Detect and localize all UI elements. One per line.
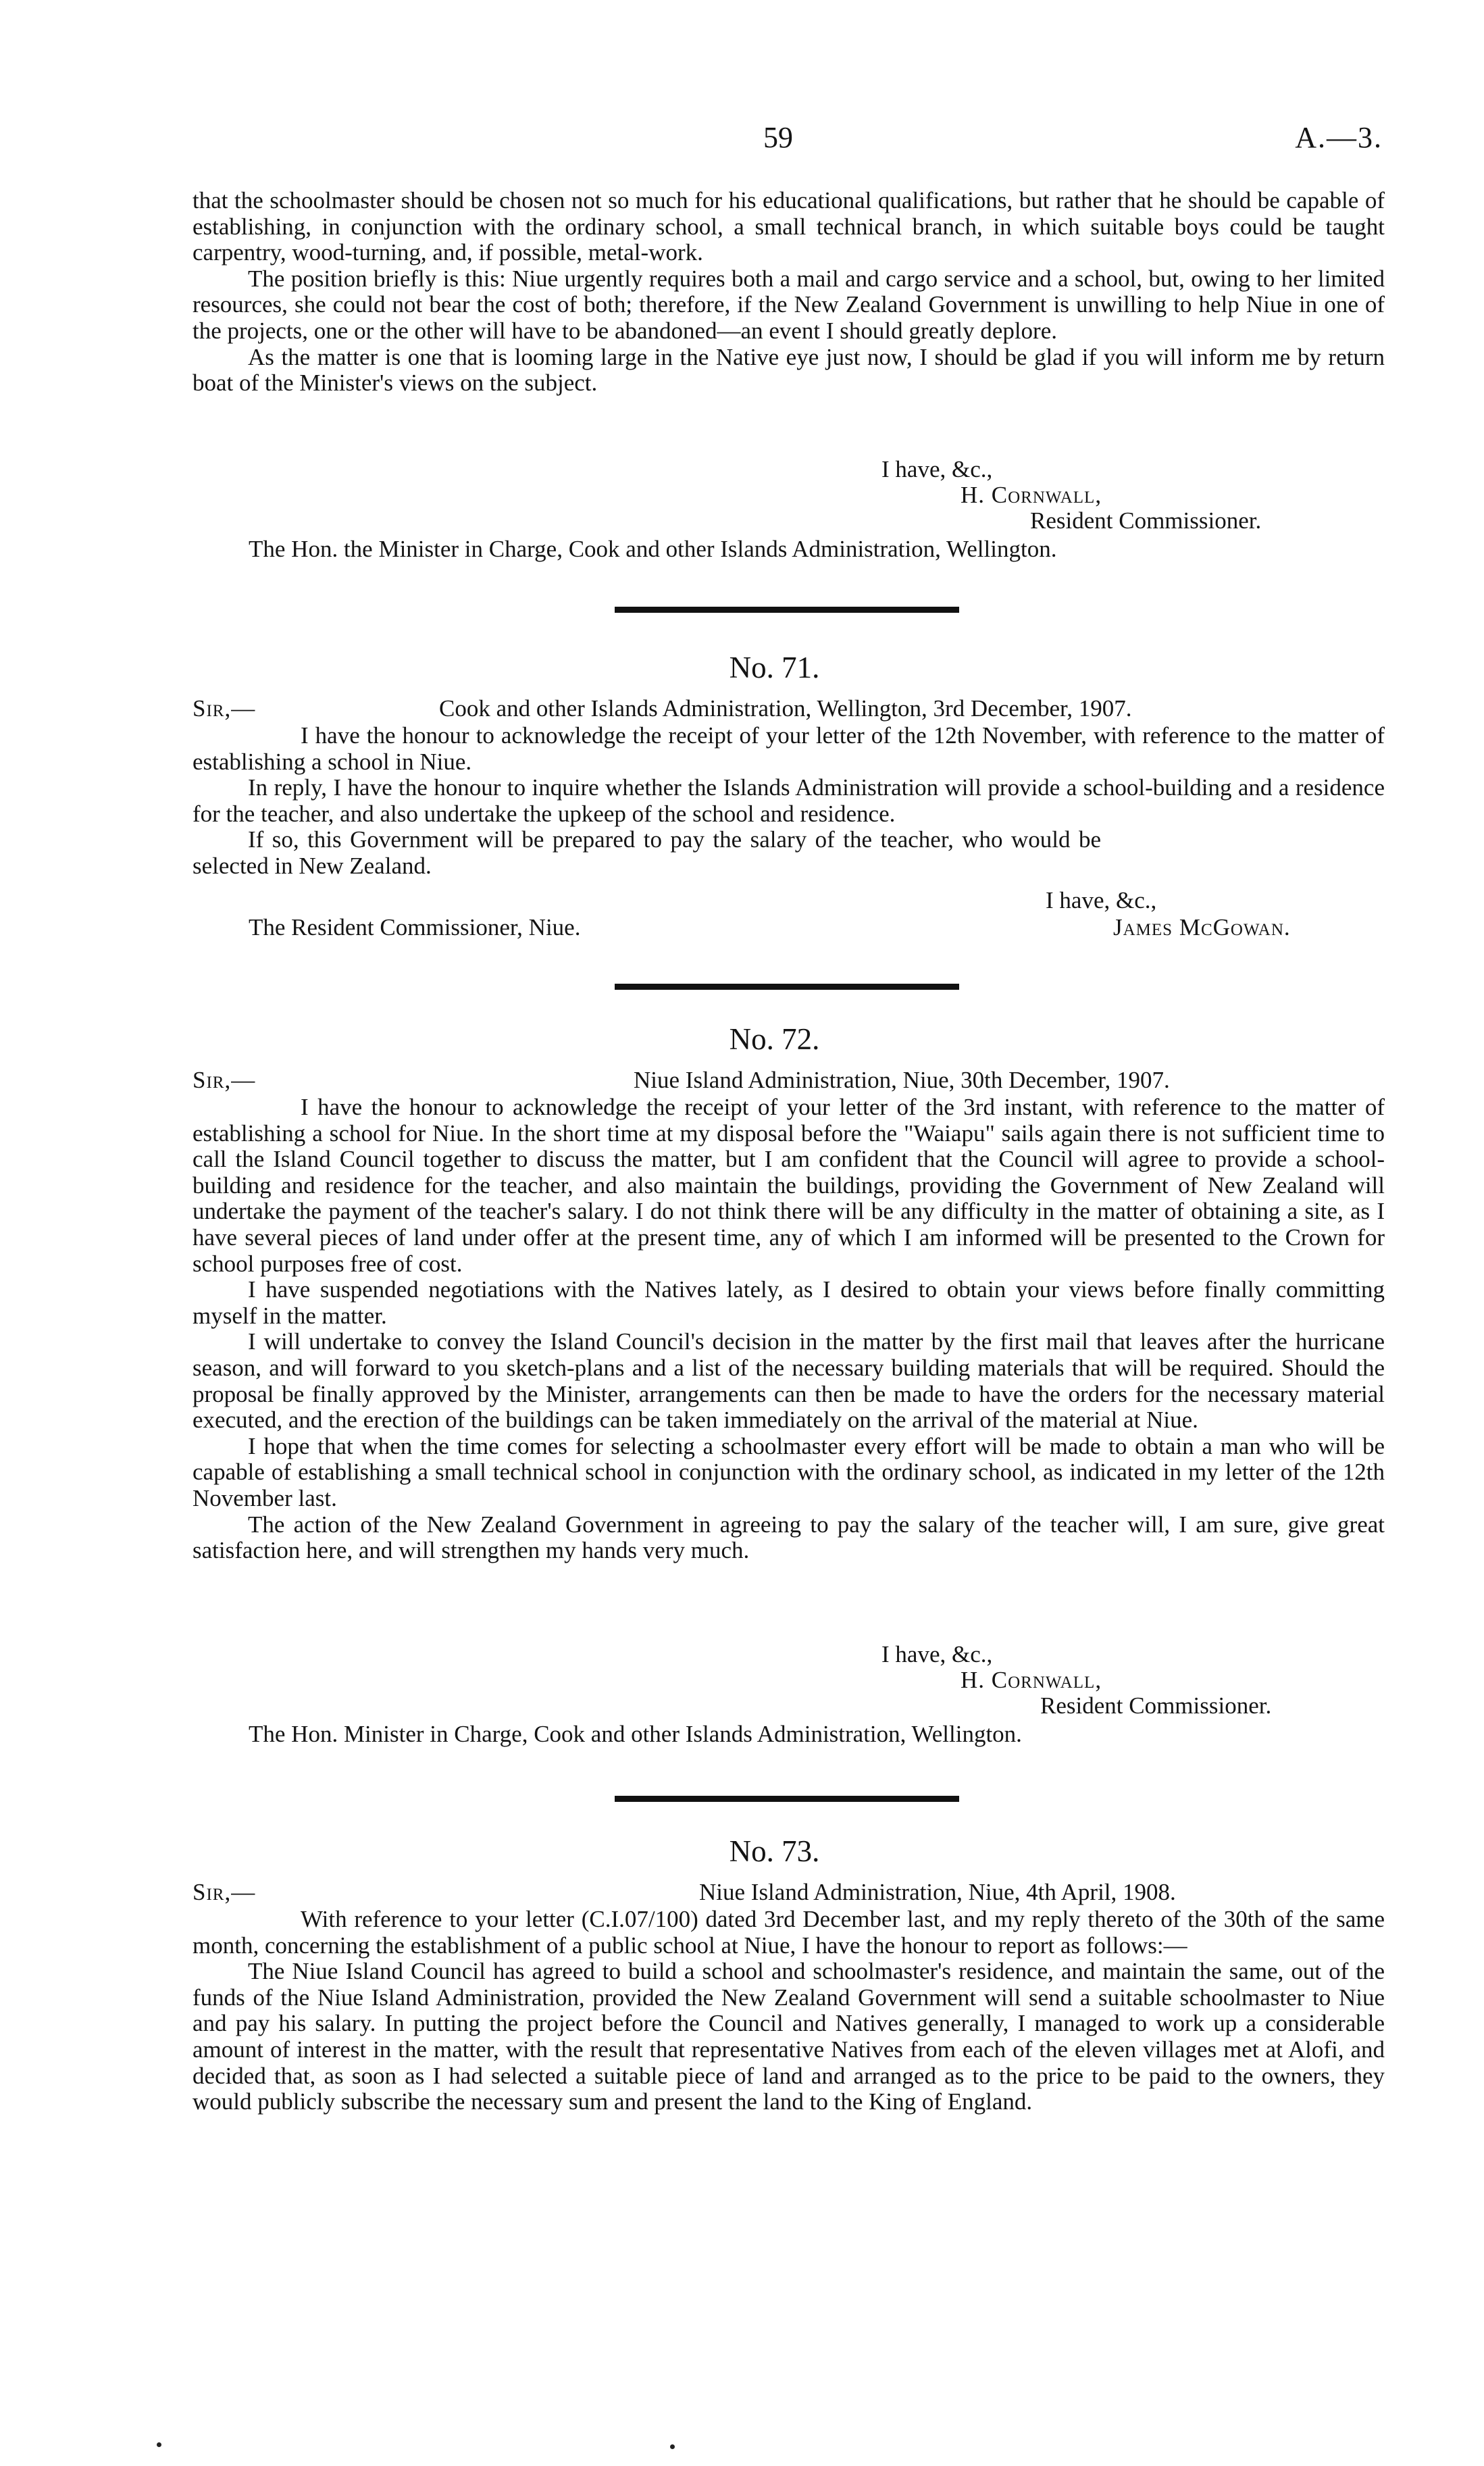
paragraph: I have suspended negotiations with the Natives lately, as I desired to obtain your views before finally committing myself in the matter. xyxy=(193,1276,1385,1329)
addressee: The Hon. the Minister in Charge, Cook and other Islands Administration, Wellington. xyxy=(249,536,1057,562)
document-reference: A.—3. xyxy=(1295,121,1383,154)
section-divider xyxy=(615,1796,959,1802)
paragraph: I will undertake to convey the Island Council's decision in the matter by the first mail that leaves after the hurricane season, and will forward to you sketch-plans and a list of the necessary building materials that will be required. Should the proposal be finally approved by the Minister, arrangements can then be made to have the orders for the necessary material executed, and the erection of the buildings can be taken immediately on the arrival of the material at Niue. xyxy=(193,1328,1385,1434)
salutation: Sir,— xyxy=(193,695,256,722)
paragraph: The action of the New Zealand Government in agreeing to pay the salary of the teacher will, I am sure, give great satisfaction here, and will strengthen my hands very much. xyxy=(193,1511,1385,1564)
paragraph: In reply, I have the honour to inquire whether the Islands Administration will provide a school-building and a residence for the teacher, and also undertake the upkeep of the school and residence. xyxy=(193,774,1385,827)
dateline: Niue Island Administration, Niue, 30th December, 1907. xyxy=(634,1067,1170,1093)
salutation: Sir,— xyxy=(193,1879,256,1905)
paragraph: I hope that when the time comes for selecting a schoolmaster every effort will be made to obtain a man who will be capable of establishing a small technical school in conjunction with the ordinary school, as indicated in my letter of the 12th November last. xyxy=(193,1432,1385,1511)
letter-continuation xyxy=(193,188,1385,397)
print-speck xyxy=(157,2442,161,2447)
paragraph: With reference to your letter (C.I.07/100) dated 3rd December last, and my reply thereto of the 30th of the same month, concerning the establishment of a public school at Niue, I have the honour to report as follows:— xyxy=(193,1906,1385,1959)
addressee: The Resident Commissioner, Niue. xyxy=(249,914,581,940)
signer-title: Resident Commissioner. xyxy=(1040,1692,1272,1719)
paragraph: The position briefly is this: Niue urgently requires both a mail and cargo service and a school, but, owing to her limited resources, she could not bear the cost of both; therefore, if the New Zealand Government is unwilling to help Niue in one of the projects, one or the other will have to be abandoned—an event I should greatly deplore. xyxy=(193,265,1385,344)
signer-title: Resident Commissioner. xyxy=(1030,507,1262,534)
section-divider xyxy=(615,607,959,613)
closing: I have, &c., xyxy=(881,1641,993,1667)
paragraph: that the schoolmaster should be chosen not so much for his educational qualifications, but rather that he should be capable of establishing, in conjunction with the ordinary school, a small technical branch, in which suitable boys could be taught carpentry, wood-turning, and, if possible, metal-work. xyxy=(193,187,1385,266)
paragraph: As the matter is one that is looming large in the Native eye just now, I should be glad if you will inform me by return boat of the Minister's views on the subject. xyxy=(193,343,1385,397)
letter-body xyxy=(193,723,1385,880)
page-number: 59 xyxy=(763,121,793,154)
paragraph: I have the honour to acknowledge the receipt of your letter of the 3rd instant, with reference to the matter of establishing a school for Niue. In the short time at my disposal before the "Waiapu" sails again there is not sufficient time to call the Island Council together to discuss the matter, but I am confident that the Council will agree to provide a school-building and residence for the teacher, and also maintain the buildings, providing the Government of New Zealand will undertake the payment of the teacher's salary. I do not think there will be any difficulty in the matter of obtaining a site, as I have several pieces of land under offer at the present time, any of which I am informed will be presented to the Crown for school purposes free of cost. xyxy=(193,1094,1385,1277)
letter-heading: No. 72. xyxy=(729,1022,820,1056)
paragraph: I have the honour to acknowledge the receipt of your letter of the 12th November, with reference to the matter of establishing a school in Niue. xyxy=(193,722,1385,775)
salutation: Sir,— xyxy=(193,1067,256,1093)
dateline: Cook and other Islands Administration, Wellington, 3rd December, 1907. xyxy=(439,695,1132,722)
closing: I have, &c., xyxy=(881,456,993,482)
letter-body xyxy=(193,1907,1385,2115)
signer-name: James McGowan. xyxy=(1113,914,1291,940)
letter-body xyxy=(193,1094,1385,1564)
paragraph: The Niue Island Council has agreed to build a school and schoolmaster's residence, and maintain the same, out of the funds of the Niue Island Administration, provided the New Zealand Government will send a suitable schoolmaster to Niue and pay his salary. In putting the project before the Council and Natives generally, I managed to work up a considerable amount of interest in the matter, with the result that representative Natives from each of the eleven villages met at Alofi, and decided that, as soon as I had selected a suitable piece of land and arranged as to the price to be paid to the owners, they would publicly subscribe the necessary sum and present the land to the King of England. xyxy=(193,1958,1385,2115)
letter-heading: No. 71. xyxy=(729,651,820,684)
addressee: The Hon. Minister in Charge, Cook and other Islands Administration, Wellington. xyxy=(249,1721,1022,1747)
section-divider xyxy=(615,984,959,990)
signer-name: H. Cornwall, xyxy=(961,1667,1102,1693)
print-speck xyxy=(670,2444,675,2449)
signer-name: H. Cornwall, xyxy=(961,482,1102,508)
dateline: Niue Island Administration, Niue, 4th April, 1908. xyxy=(699,1879,1176,1905)
letter-heading: No. 73. xyxy=(729,1834,820,1868)
closing: I have, &c., xyxy=(1046,887,1157,913)
paragraph: If so, this Government will be prepared to pay the salary of the teacher, who would be selected in New Zealand. xyxy=(193,826,1101,879)
